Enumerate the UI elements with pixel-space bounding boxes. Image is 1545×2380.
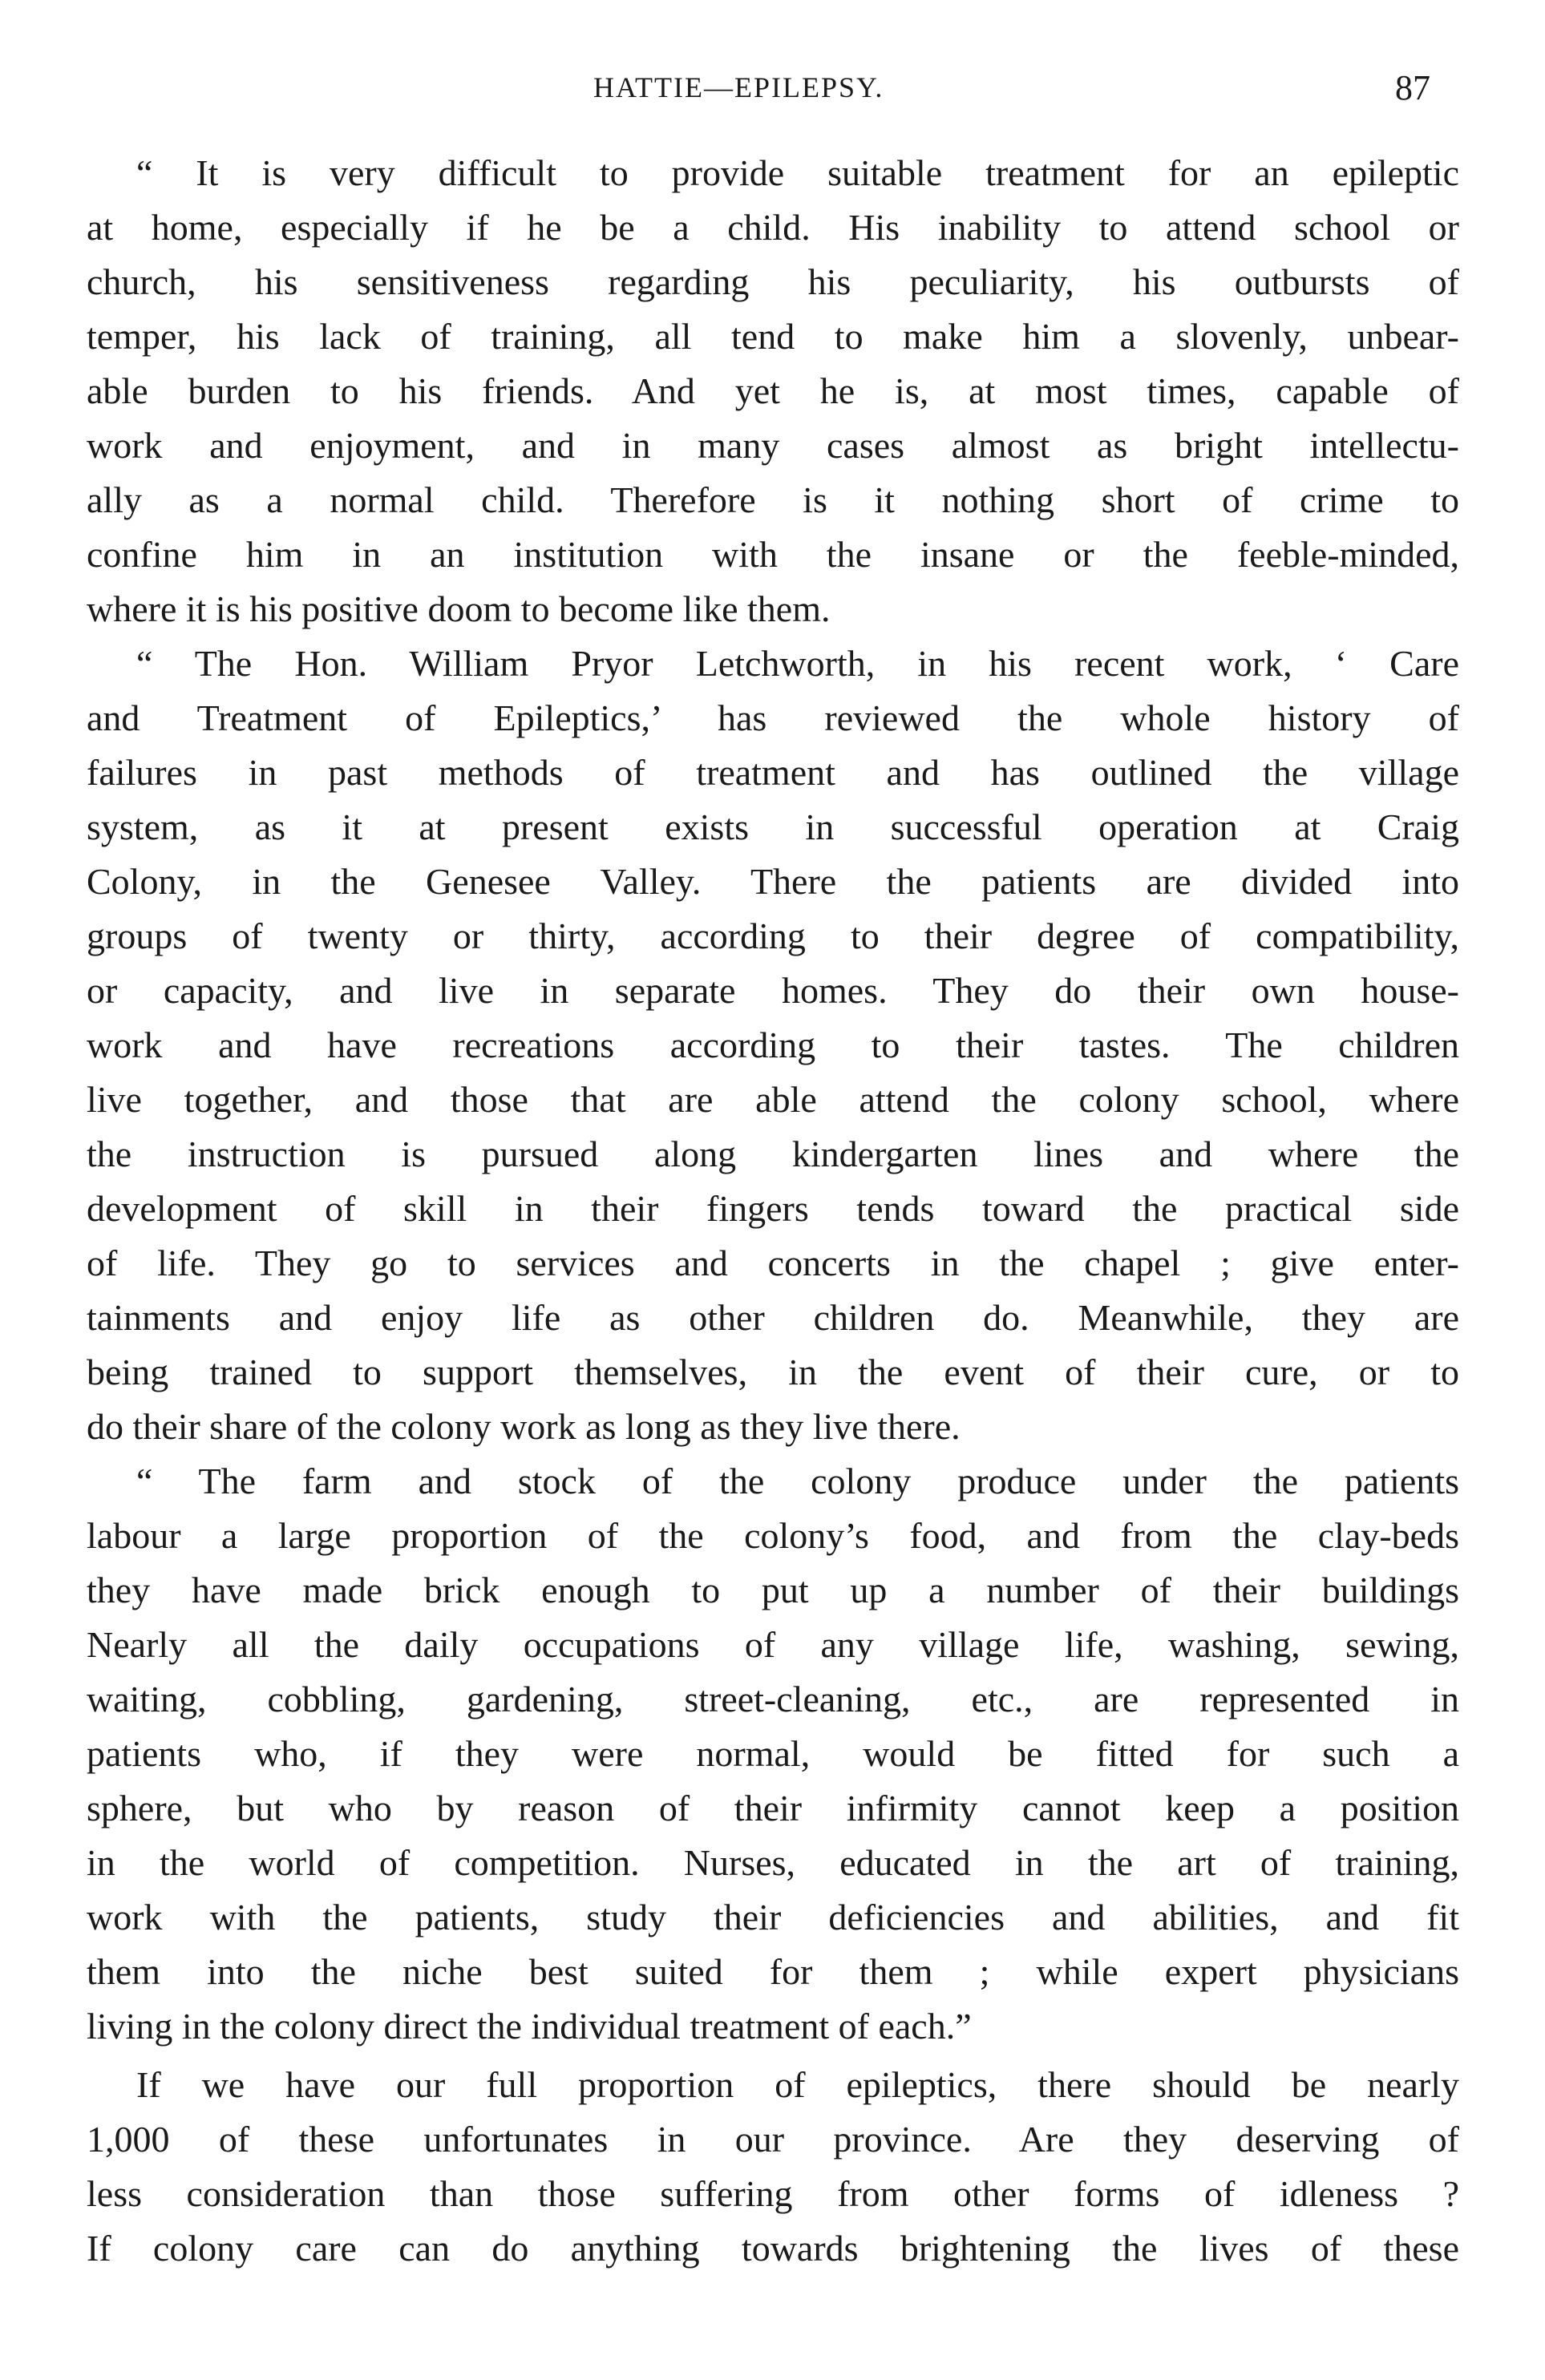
- text-line: of life. They go to services and concerts in the chapel ; give enter-: [87, 1243, 1459, 1283]
- text-line: and Treatment of Epileptics,’ has reviewed the whole history of: [87, 697, 1459, 738]
- text-line: labour a large proportion of the colony’s food, and from the clay-beds: [87, 1515, 1459, 1556]
- text-line: system, as it at present exists in successful operation at Craig: [87, 806, 1459, 847]
- page-header: [0, 68, 1545, 119]
- text-line: If colony care can do anything towards brightening the lives of these: [87, 2228, 1459, 2269]
- text-line: “ The Hon. William Pryor Letchworth, in his recent work, ‘ Care: [136, 643, 1459, 684]
- text-line: them into the niche best suited for them ; while expert physicians: [87, 1951, 1459, 1992]
- text-line: tainments and enjoy life as other children do. Meanwhile, they are: [87, 1297, 1459, 1338]
- text-line: work with the patients, study their deficiencies and abilities, and fit: [87, 1897, 1459, 1938]
- text-line: patients who, if they were normal, would be fitted for such a: [87, 1733, 1459, 1774]
- text-line: sphere, but who by reason of their infirmity cannot keep a position: [87, 1788, 1459, 1828]
- text-line: or capacity, and live in separate homes. They do their own house-: [87, 970, 1459, 1011]
- text-line: at home, especially if he be a child. His inability to attend school or: [87, 207, 1459, 248]
- running-title: HATTIE—EPILEPSY.: [593, 71, 884, 103]
- text-line: Nearly all the daily occupations of any village life, washing, sewing,: [87, 1624, 1459, 1665]
- text-line: able burden to his friends. And yet he is, at most times, capable of: [87, 370, 1459, 411]
- text-line: live together, and those that are able attend the colony school, where: [87, 1079, 1459, 1120]
- text-line: failures in past methods of treatment and has outlined the village: [87, 752, 1459, 793]
- text-line: If we have our full proportion of epileptics, there should be nearly: [136, 2064, 1459, 2105]
- text-line: waiting, cobbling, gardening, street-cleaning, etc., are represented in: [87, 1679, 1459, 1719]
- text-line: “ The farm and stock of the colony produce under the patients: [136, 1461, 1459, 1501]
- text-line: do their share of the colony work as long as they live there.: [87, 1406, 961, 1447]
- text-line: they have made brick enough to put up a number of their buildings: [87, 1570, 1459, 1610]
- text-line: work and have recreations according to their tastes. The children: [87, 1024, 1459, 1065]
- text-line: confine him in an institution with the insane or the feeble-minded,: [87, 534, 1459, 575]
- text-line: work and enjoyment, and in many cases almost as bright intellectu-: [87, 425, 1459, 466]
- text-line: being trained to support themselves, in the event of their cure, or to: [87, 1352, 1459, 1392]
- text-line: Colony, in the Genesee Valley. There the patients are divided into: [87, 861, 1459, 902]
- text-line: where it is his positive doom to become like them.: [87, 588, 831, 629]
- text-line: 1,000 of these unfortunates in our province. Are they deserving of: [87, 2119, 1459, 2160]
- page-number: 87: [1395, 68, 1430, 107]
- text-line: development of skill in their fingers tends toward the practical side: [87, 1188, 1459, 1229]
- text-line: the instruction is pursued along kindergarten lines and where the: [87, 1133, 1459, 1174]
- text-line: “ It is very difficult to provide suitable treatment for an epileptic: [136, 152, 1459, 193]
- text-line: less consideration than those suffering from other forms of idleness ?: [87, 2173, 1459, 2214]
- text-line: living in the colony direct the individual treatment of each.”: [87, 2006, 972, 2047]
- text-line: church, his sensitiveness regarding his peculiarity, his outbursts of: [87, 261, 1459, 302]
- text-line: ally as a normal child. Therefore is it nothing short of crime to: [87, 479, 1459, 520]
- text-line: groups of twenty or thirty, according to their degree of compatibility,: [87, 915, 1459, 956]
- text-line: in the world of competition. Nurses, educated in the art of training,: [87, 1842, 1459, 1883]
- text-line: temper, his lack of training, all tend to make him a slovenly, unbear-: [87, 316, 1459, 357]
